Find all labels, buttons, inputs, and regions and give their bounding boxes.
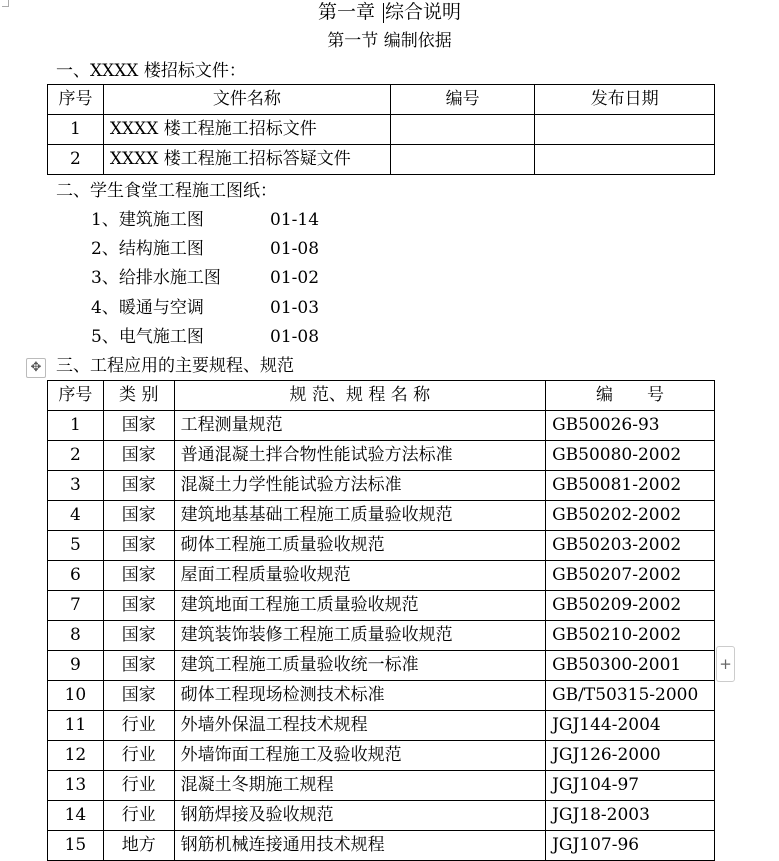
chapter-name: 综合说明 bbox=[385, 1, 462, 23]
cell-code[interactable]: GB50026-93 bbox=[546, 411, 715, 441]
header-cell: 类 别 bbox=[103, 381, 174, 411]
table-row bbox=[48, 801, 715, 831]
cell-name[interactable]: 钢筋机械连接通用技术规程 bbox=[174, 831, 545, 861]
header-cell: 发布日期 bbox=[535, 85, 715, 115]
drawing-code: 01-08 bbox=[270, 239, 320, 259]
cell-code[interactable] bbox=[390, 145, 535, 175]
drawing-code: 01-02 bbox=[270, 268, 320, 288]
table-row bbox=[48, 115, 715, 145]
drawing-label: 4、暖通与空调 bbox=[91, 298, 204, 318]
table-row bbox=[48, 441, 715, 471]
cell-category[interactable]: 国家 bbox=[103, 501, 174, 531]
cell-code[interactable] bbox=[390, 115, 535, 145]
drawing-code: 01-03 bbox=[270, 298, 320, 318]
drawing-code: 01-08 bbox=[270, 327, 320, 347]
cell-no[interactable]: 1 bbox=[48, 411, 104, 441]
cell-code[interactable]: GB50081-2002 bbox=[546, 471, 715, 501]
cell-name[interactable]: 普通混凝土拌合物性能试验方法标准 bbox=[174, 441, 545, 471]
cell-category[interactable]: 国家 bbox=[103, 681, 174, 711]
cell-no[interactable]: 8 bbox=[48, 621, 104, 651]
drawing-label: 1、建筑施工图 bbox=[91, 210, 204, 230]
cell-category[interactable]: 地方 bbox=[103, 831, 174, 861]
cell-name[interactable]: 砌体工程施工质量验收规范 bbox=[174, 531, 545, 561]
cell-name[interactable]: 钢筋焊接及验收规范 bbox=[174, 801, 545, 831]
table-row bbox=[48, 711, 715, 741]
cell-no[interactable]: 5 bbox=[48, 531, 104, 561]
drawing-code: 01-14 bbox=[270, 210, 320, 230]
table-row bbox=[48, 741, 715, 771]
text-cursor bbox=[383, 3, 384, 23]
cell-category[interactable]: 国家 bbox=[103, 531, 174, 561]
cell-name[interactable]: 建筑地面工程施工质量验收规范 bbox=[174, 591, 545, 621]
cell-category[interactable]: 国家 bbox=[103, 621, 174, 651]
cell-no[interactable]: 1 bbox=[48, 115, 104, 145]
cell-code[interactable]: GB50210-2002 bbox=[546, 621, 715, 651]
cell-category[interactable]: 行业 bbox=[103, 741, 174, 771]
cell-name[interactable]: XXXX 楼工程施工招标文件 bbox=[103, 115, 390, 145]
drawing-label: 5、电气施工图 bbox=[91, 327, 204, 347]
table-row bbox=[48, 831, 715, 861]
table-row bbox=[48, 591, 715, 621]
cell-name[interactable]: 砌体工程现场检测技术标准 bbox=[174, 681, 545, 711]
header-cell: 规 范、规 程 名 称 bbox=[174, 381, 545, 411]
table-row bbox=[48, 501, 715, 531]
cell-no[interactable]: 11 bbox=[48, 711, 104, 741]
cell-name[interactable]: 外墙外保温工程技术规程 bbox=[174, 711, 545, 741]
cell-name[interactable]: 建筑工程施工质量验收统一标准 bbox=[174, 651, 545, 681]
table-row bbox=[48, 681, 715, 711]
section-title: 第一节 编制依据 bbox=[327, 31, 452, 51]
cell-code[interactable]: JGJ18-2003 bbox=[546, 801, 715, 831]
header-cell: 编 号 bbox=[546, 381, 715, 411]
cell-name[interactable]: 混凝土力学性能试验方法标准 bbox=[174, 471, 545, 501]
table-row bbox=[48, 651, 715, 681]
drawing-label: 3、给排水施工图 bbox=[91, 268, 221, 288]
part3-heading: 三、工程应用的主要规程、规范 bbox=[56, 356, 294, 376]
cell-name[interactable]: 工程测量规范 bbox=[174, 411, 545, 441]
cell-name[interactable]: 混凝土冬期施工规程 bbox=[174, 771, 545, 801]
table-row bbox=[48, 145, 715, 175]
cell-code[interactable]: GB50207-2002 bbox=[546, 561, 715, 591]
tender-docs-table bbox=[47, 84, 715, 175]
chapter-title bbox=[0, 0, 779, 24]
cell-category[interactable]: 国家 bbox=[103, 441, 174, 471]
cell-date[interactable] bbox=[535, 145, 715, 175]
standards-table bbox=[47, 380, 715, 861]
cell-no[interactable]: 9 bbox=[48, 651, 104, 681]
cell-no[interactable]: 13 bbox=[48, 771, 104, 801]
cell-code[interactable]: GB50209-2002 bbox=[546, 591, 715, 621]
cell-code[interactable]: JGJ144-2004 bbox=[546, 711, 715, 741]
cell-date[interactable] bbox=[535, 115, 715, 145]
cell-category[interactable]: 国家 bbox=[103, 561, 174, 591]
drawing-label: 2、结构施工图 bbox=[91, 239, 204, 259]
cell-category[interactable]: 国家 bbox=[103, 411, 174, 441]
cell-category[interactable]: 行业 bbox=[103, 711, 174, 741]
cell-category[interactable]: 国家 bbox=[103, 591, 174, 621]
cell-no[interactable]: 2 bbox=[48, 441, 104, 471]
table-row bbox=[48, 411, 715, 441]
cell-code[interactable]: JGJ126-2000 bbox=[546, 741, 715, 771]
cell-code[interactable]: GB50202-2002 bbox=[546, 501, 715, 531]
table-row bbox=[48, 471, 715, 501]
cell-name[interactable]: 屋面工程质量验收规范 bbox=[174, 561, 545, 591]
cell-code[interactable]: GB/T50315-2000 bbox=[546, 681, 715, 711]
cell-category[interactable]: 行业 bbox=[103, 771, 174, 801]
cell-no[interactable]: 12 bbox=[48, 741, 104, 771]
table-row bbox=[48, 621, 715, 651]
cell-code[interactable]: JGJ107-96 bbox=[546, 831, 715, 861]
cell-no[interactable]: 7 bbox=[48, 591, 104, 621]
chapter-number: 第一章 bbox=[317, 1, 375, 23]
header-cell: 序号 bbox=[48, 381, 104, 411]
cell-category[interactable]: 国家 bbox=[103, 471, 174, 501]
table-header-row bbox=[48, 85, 715, 115]
cell-name[interactable]: 建筑地基基础工程施工质量验收规范 bbox=[174, 501, 545, 531]
cell-code[interactable]: GB50203-2002 bbox=[546, 531, 715, 561]
header-cell: 文件名称 bbox=[103, 85, 390, 115]
header-cell: 编号 bbox=[390, 85, 535, 115]
move-handle-icon[interactable]: ✥ bbox=[26, 358, 46, 378]
cell-name[interactable]: 外墙饰面工程施工及验收规范 bbox=[174, 741, 545, 771]
cell-no[interactable]: 3 bbox=[48, 471, 104, 501]
table-row bbox=[48, 531, 715, 561]
cell-name[interactable]: XXXX 楼工程施工招标答疑文件 bbox=[103, 145, 390, 175]
cell-category[interactable]: 国家 bbox=[103, 651, 174, 681]
table-header-row bbox=[48, 381, 715, 411]
cell-code[interactable]: GB50300-2001 bbox=[546, 651, 715, 681]
cell-name[interactable]: 建筑装饰装修工程施工质量验收规范 bbox=[174, 621, 545, 651]
table-row bbox=[48, 771, 715, 801]
cell-no[interactable]: 4 bbox=[48, 501, 104, 531]
cell-no[interactable]: 2 bbox=[48, 145, 104, 175]
cell-no[interactable]: 15 bbox=[48, 831, 104, 861]
header-cell: 序号 bbox=[48, 85, 104, 115]
cell-category[interactable]: 行业 bbox=[103, 801, 174, 831]
part2-heading: 二、学生食堂工程施工图纸： bbox=[56, 181, 277, 201]
add-row-icon[interactable]: + bbox=[716, 646, 735, 682]
cell-code[interactable]: JGJ104-97 bbox=[546, 771, 715, 801]
part1-heading: 一、XXXX 楼招标文件： bbox=[56, 61, 246, 81]
table-row bbox=[48, 561, 715, 591]
cell-no[interactable]: 10 bbox=[48, 681, 104, 711]
cell-code[interactable]: GB50080-2002 bbox=[546, 441, 715, 471]
cell-no[interactable]: 6 bbox=[48, 561, 104, 591]
cell-no[interactable]: 14 bbox=[48, 801, 104, 831]
